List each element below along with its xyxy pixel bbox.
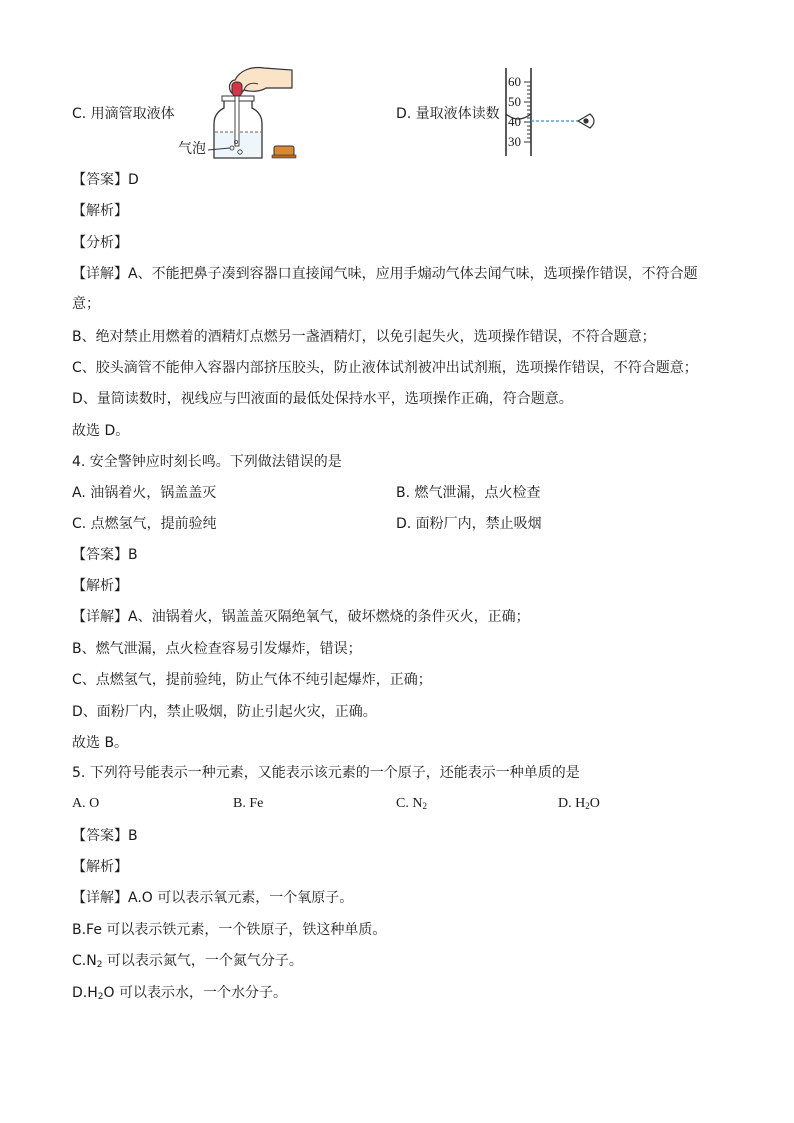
- q3-detail-d: D、量筒读数时，视线应与凹液面的最低处保持水平，选项操作正确，符合题意。: [72, 391, 573, 407]
- q4-detail-b: B、燃气泄漏，点火检查容易引发爆炸，错误；: [72, 641, 362, 657]
- q4-stem: 4. 安全警钟应时刻长鸣。下列做法错误的是: [72, 454, 342, 470]
- cylinder-tick-50: 50: [508, 94, 521, 109]
- q4-option-c: C. 点燃氢气，提前验纯: [72, 516, 217, 532]
- q3-fenxi-heading: 【分析】: [72, 235, 128, 251]
- q5-answer: 【答案】B: [72, 828, 138, 844]
- q4-option-a: A. 油锅着火，锅盖盖灭: [72, 485, 217, 501]
- q3-conclusion: 故选 D。: [72, 423, 130, 439]
- q3-jiexi-heading: 【解析】: [72, 203, 128, 219]
- option-d-text: D. 量取液体读数: [396, 106, 500, 122]
- q5-option-d: D. $H_2O$: [558, 796, 600, 811]
- q4-option-d: D. 面粉厂内，禁止吸烟: [396, 516, 542, 532]
- q5-option-a: A. O: [72, 796, 100, 811]
- q5-stem: 5. 下列符号能表示一种元素，又能表示该元素的一个原子，还能表示一种单质的是: [72, 765, 580, 781]
- q4-conclusion: 故选 B。: [72, 735, 129, 751]
- q5-option-b: B. Fe: [233, 796, 264, 811]
- q5-detail-b: B.Fe 可以表示铁元素，一个铁原子，铁这种单质。: [72, 922, 387, 938]
- q3-detail-c: C、胶头滴管不能伸入容器内部挤压胶头，防止液体试剂被冲出试剂瓶，选项操作错误，不符合题意；: [72, 360, 698, 376]
- bubble-label: 气泡: [178, 141, 206, 157]
- cylinder-tick-60: 60: [508, 74, 521, 89]
- q4-jiexi-heading: 【解析】: [72, 578, 128, 594]
- q3-detail-a: 【详解】A、不能把鼻子凑到容器口直接闻气味，应用手煽动气体去闻气味，选项操作错误，不符合题: [72, 266, 698, 282]
- q4-detail-a: 【详解】A、油锅着火，锅盖盖灭隔绝氧气，破坏燃烧的条件灭火，正确；: [72, 609, 530, 625]
- q5-detail-d: $D.H_2O$ 可以表示水，一个水分子。: [72, 985, 287, 1002]
- q4-option-b: B. 燃气泄漏，点火检查: [396, 485, 541, 501]
- cylinder-tick-40: 40: [508, 114, 521, 129]
- option-c-text: C. 用滴管取液体: [72, 106, 175, 122]
- q4-detail-d: D、面粉厂内，禁止吸烟，防止引起火灾，正确。: [72, 704, 377, 720]
- q3-detail-b: B、绝对禁止用燃着的酒精灯点燃另一盏酒精灯，以免引起失火，选项操作错误，不符合题意；: [72, 329, 656, 345]
- cylinder-tick-30: 30: [508, 134, 521, 149]
- q4-answer: 【答案】B: [72, 547, 138, 563]
- q5-jiexi-heading: 【解析】: [72, 859, 128, 875]
- q3-detail-a-cont: 意；: [72, 296, 100, 312]
- q5-option-c: C. $N_2$: [396, 796, 427, 811]
- q3-answer: 【答案】D: [72, 172, 139, 188]
- q5-detail-a: 【详解】A.O 可以表示氧元素，一个氧原子。: [72, 890, 354, 906]
- q4-detail-c: C、点燃氢气，提前验纯，防止气体不纯引起爆炸，正确；: [72, 672, 432, 688]
- q5-detail-c: $C.N_2$ 可以表示氮气，一个氮气分子。: [72, 953, 303, 970]
